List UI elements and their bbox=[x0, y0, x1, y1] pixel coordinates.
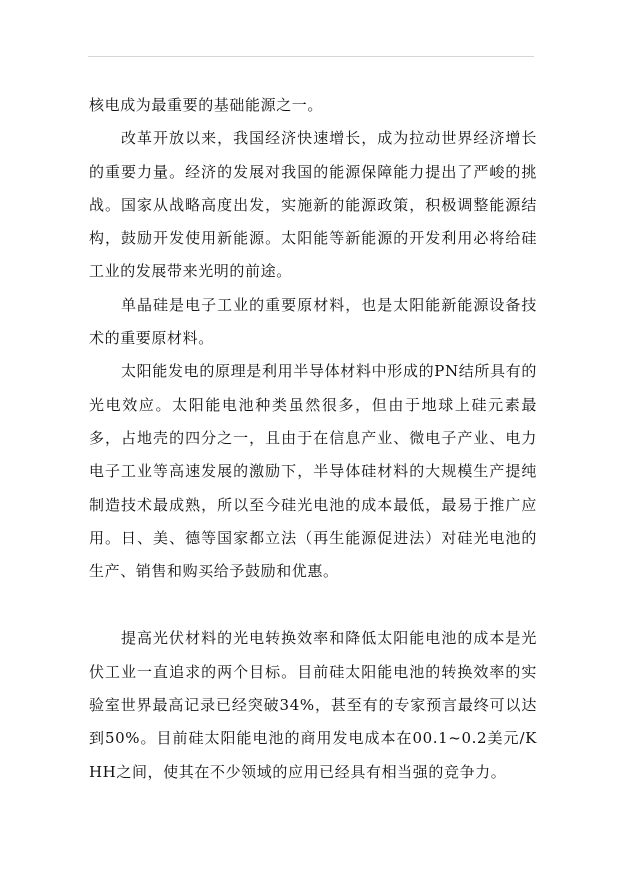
paragraph-monocrystalline-silicon: 单晶硅是电子工业的重要原材料，也是太阳能新能源设备技术的重要原材料。 bbox=[89, 295, 537, 348]
header-rule bbox=[88, 56, 534, 57]
paragraph-nuclear-conclusion: 核电成为最重要的基础能源之一。 bbox=[89, 96, 324, 114]
paragraph-solar-principle: 太阳能发电的原理是利用半导体材料中形成的PN结所具有的光电效应。太阳能电池种类虽然很多，但由于地球上硅元素最多，占地壳的四分之一，且由于在信息产业、微电子产业、电力电子工业等高速发展的激励下，半导体硅材料的大规模生产提纯制造技术最成熟，所以至今硅光电池的成本最低，最易于推广应用。日、美、德等国家都立法（再生能源促进法）对硅光电池的生产、销售和购买给予鼓励和优惠。 bbox=[89, 362, 537, 581]
paragraph-gap bbox=[89, 588, 537, 622]
paragraph-economic-growth: 改革开放以来，我国经济快速增长，成为拉动世界经济增长的重要力量。经济的发展对我国的能源保障能力提出了严峻的挑战。国家从战略高度出发，实施新的能源政策，积极调整能源结构，鼓励开发使用新能源。太阳能等新能源的开发利用必将给硅工业的发展带来光明的前途。 bbox=[89, 129, 537, 281]
document-body bbox=[89, 89, 537, 789]
paragraph-efficiency-cost: 提高光伏材料的光电转换效率和降低太阳能电池的成本是光伏工业一直追求的两个目标。目前硅太阳能电池的转换效率的实验室世界最高记录已经突破34%，甚至有的专家预言最终可以达到50%。目前硅太阳能电池的商用发电成本在00.1~0.2美元/KHH之间，使其在不少领域的应用已经具有相当强的竞争力。 bbox=[89, 629, 537, 781]
